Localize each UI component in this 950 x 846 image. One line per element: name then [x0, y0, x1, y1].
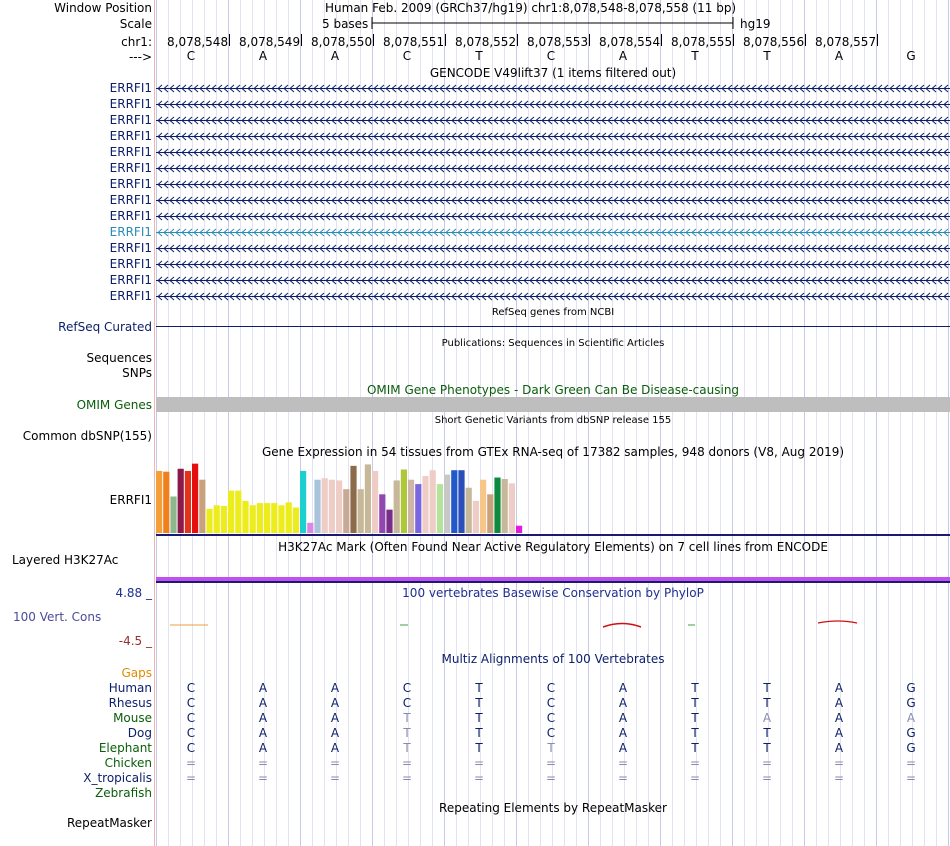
- multiz-aligned-base: A: [618, 741, 628, 755]
- ruler-position-label: 8,078,556: [743, 35, 805, 49]
- gencode-gene-label[interactable]: ERRFI1: [109, 177, 152, 191]
- reference-base: T: [691, 49, 699, 63]
- multiz-aligned-base: T: [763, 741, 771, 755]
- ruler-position-label: 8,078,554: [599, 35, 661, 49]
- multiz-aligned-base: =: [473, 756, 485, 770]
- gtex-tissue-bar[interactable]: [401, 469, 407, 533]
- publications-sequences-label[interactable]: Sequences: [86, 351, 152, 365]
- multiz-aligned-base: T: [475, 696, 483, 710]
- gtex-tissue-bar[interactable]: [408, 480, 414, 533]
- gtex-tissue-bar[interactable]: [502, 479, 508, 533]
- gtex-track-label[interactable]: ERRFI1: [109, 493, 152, 507]
- multiz-track-title[interactable]: Multiz Alignments of 100 Vertebrates: [441, 652, 665, 666]
- multiz-aligned-base: T: [403, 726, 411, 740]
- assembly-position-text[interactable]: Human Feb. 2009 (GRCh37/hg19) chr1:8,078,548-8,078,558 (11 bp): [325, 1, 737, 15]
- multiz-aligned-base: =: [833, 756, 845, 770]
- multiz-aligned-base: G: [906, 696, 916, 710]
- multiz-aligned-base: C: [546, 726, 556, 740]
- gtex-tissue-bar[interactable]: [458, 470, 464, 533]
- gtex-tissue-bar[interactable]: [437, 484, 443, 533]
- gtex-tissue-bar[interactable]: [487, 494, 493, 533]
- multiz-aligned-base: A: [258, 741, 268, 755]
- gtex-tissue-bar[interactable]: [379, 494, 385, 533]
- gtex-tissue-bar[interactable]: [365, 464, 371, 533]
- gtex-tissue-bar[interactable]: [278, 505, 284, 533]
- gencode-gene-label[interactable]: ERRFI1: [109, 129, 152, 143]
- gtex-tissue-bar[interactable]: [170, 497, 176, 534]
- multiz-species-label[interactable]: Zebrafish: [95, 786, 152, 800]
- multiz-aligned-base: C: [402, 681, 412, 695]
- gencode-gene-label[interactable]: ERRFI1: [109, 81, 152, 95]
- gtex-tissue-bar[interactable]: [480, 480, 486, 533]
- multiz-aligned-base: =: [185, 756, 197, 770]
- multiz-aligned-base: =: [905, 756, 917, 770]
- scale-label: Scale: [119, 17, 152, 31]
- multiz-aligned-base: =: [329, 756, 341, 770]
- multiz-aligned-base: =: [185, 771, 197, 785]
- multiz-aligned-base: C: [546, 696, 556, 710]
- reference-base: A: [330, 49, 340, 63]
- multiz-aligned-base: C: [186, 696, 196, 710]
- ruler-position-label: 8,078,555: [671, 35, 733, 49]
- multiz-gaps-label[interactable]: Gaps: [121, 666, 152, 680]
- multiz-aligned-base: C: [186, 741, 196, 755]
- gtex-tissue-bar[interactable]: [178, 469, 184, 533]
- multiz-aligned-base: C: [402, 696, 412, 710]
- gtex-tissue-bar[interactable]: [494, 478, 500, 533]
- gtex-tissue-bar[interactable]: [156, 471, 162, 533]
- gtex-tissue-bar[interactable]: [343, 489, 349, 533]
- multiz-aligned-base: =: [401, 771, 413, 785]
- gtex-tissue-bar[interactable]: [372, 471, 378, 533]
- multiz-aligned-base: A: [330, 726, 340, 740]
- gtex-tissue-bar[interactable]: [250, 505, 256, 533]
- multiz-aligned-base: T: [691, 726, 699, 740]
- multiz-aligned-base: C: [186, 726, 196, 740]
- gtex-tissue-bar[interactable]: [242, 501, 248, 533]
- multiz-aligned-base: A: [906, 711, 916, 725]
- ruler-position-label: 8,078,552: [455, 35, 517, 49]
- gtex-tissue-bar[interactable]: [358, 489, 364, 533]
- chromosome-label: chr1:: [121, 35, 152, 49]
- ruler-position-label: 8,078,549: [239, 35, 301, 49]
- gtex-tissue-bar[interactable]: [199, 480, 205, 533]
- dbsnp-track-title[interactable]: Short Genetic Variants from dbSNP release 155: [434, 415, 672, 426]
- scale-bases-text: 5 bases: [322, 17, 369, 31]
- reference-base: A: [834, 49, 844, 63]
- gtex-tissue-bar[interactable]: [451, 470, 457, 533]
- label-column-divider: [154, 0, 155, 846]
- multiz-aligned-base: T: [475, 711, 483, 725]
- dbsnp-track-label[interactable]: Common dbSNP(155): [22, 429, 152, 443]
- reference-base: A: [618, 49, 628, 63]
- multiz-aligned-base: =: [761, 756, 773, 770]
- multiz-aligned-base: G: [906, 681, 916, 695]
- multiz-species-label[interactable]: Chicken: [104, 756, 152, 770]
- multiz-aligned-base: T: [475, 726, 483, 740]
- multiz-aligned-base: =: [329, 771, 341, 785]
- refseq-track-title[interactable]: RefSeq genes from NCBI: [491, 307, 615, 318]
- reference-base: C: [546, 49, 556, 63]
- multiz-aligned-base: T: [763, 726, 771, 740]
- multiz-aligned-base: =: [689, 756, 701, 770]
- gtex-track-title[interactable]: Gene Expression in 54 tissues from GTEx RNA-seq of 17382 samples, 948 donors (V8, Aug 2019): [261, 445, 845, 459]
- gtex-tissue-bar[interactable]: [163, 472, 169, 533]
- gtex-tissue-bar[interactable]: [264, 503, 270, 533]
- multiz-aligned-base: A: [258, 696, 268, 710]
- gtex-tissue-bar[interactable]: [314, 480, 320, 533]
- multiz-aligned-base: T: [475, 741, 483, 755]
- gtex-tissue-bar[interactable]: [192, 464, 198, 533]
- gtex-tissue-bar[interactable]: [228, 491, 234, 533]
- h3k27ac-track-label[interactable]: Layered H3K27Ac: [12, 553, 119, 567]
- gencode-gene-label[interactable]: ERRFI1: [109, 225, 152, 239]
- refseq-track-label[interactable]: RefSeq Curated: [58, 320, 152, 334]
- multiz-aligned-base: T: [763, 681, 771, 695]
- gtex-tissue-bar[interactable]: [473, 501, 479, 533]
- phylop-signal: [818, 621, 857, 623]
- multiz-aligned-base: A: [258, 681, 268, 695]
- multiz-aligned-base: A: [834, 696, 844, 710]
- multiz-aligned-base: =: [257, 771, 269, 785]
- gencode-gene-label[interactable]: ERRFI1: [109, 257, 152, 271]
- ruler-position-label: 8,078,551: [383, 35, 445, 49]
- gtex-tissue-bar[interactable]: [206, 509, 212, 533]
- multiz-aligned-base: =: [617, 771, 629, 785]
- multiz-aligned-base: A: [330, 681, 340, 695]
- phylop-max-label: 4.88 _: [115, 586, 152, 600]
- multiz-aligned-base: C: [186, 711, 196, 725]
- gencode-gene-label[interactable]: ERRFI1: [109, 289, 152, 303]
- reference-base: T: [475, 49, 483, 63]
- strand-label[interactable]: --->: [128, 50, 152, 64]
- multiz-aligned-base: A: [330, 711, 340, 725]
- repeatmasker-track-label[interactable]: RepeatMasker: [66, 816, 152, 830]
- gtex-tissue-bar[interactable]: [336, 480, 342, 533]
- gtex-tissue-bar[interactable]: [271, 503, 277, 533]
- gtex-tissue-bar[interactable]: [235, 491, 241, 533]
- phylop-track-label[interactable]: 100 Vert. Cons: [13, 610, 102, 624]
- gtex-tissue-bar[interactable]: [322, 478, 328, 533]
- reference-base: C: [186, 49, 196, 63]
- multiz-species-label[interactable]: Rhesus: [108, 696, 152, 710]
- gencode-gene-label[interactable]: ERRFI1: [109, 241, 152, 255]
- multiz-aligned-base: G: [906, 741, 916, 755]
- multiz-aligned-base: A: [834, 741, 844, 755]
- multiz-aligned-base: T: [763, 696, 771, 710]
- multiz-aligned-base: =: [833, 771, 845, 785]
- multiz-species-label[interactable]: Elephant: [98, 741, 152, 755]
- gtex-tissue-bar[interactable]: [293, 507, 299, 533]
- multiz-aligned-base: A: [258, 726, 268, 740]
- multiz-species-label[interactable]: Mouse: [113, 711, 152, 725]
- multiz-aligned-base: C: [546, 711, 556, 725]
- publications-track-title[interactable]: Publications: Sequences in Scientific Articles: [441, 338, 665, 349]
- gtex-tissue-bar[interactable]: [394, 480, 400, 533]
- multiz-aligned-base: A: [618, 711, 628, 725]
- multiz-aligned-base: A: [330, 741, 340, 755]
- multiz-aligned-base: T: [403, 741, 411, 755]
- multiz-aligned-base: =: [761, 771, 773, 785]
- multiz-aligned-base: T: [403, 711, 411, 725]
- h3k27ac-track-title[interactable]: H3K27Ac Mark (Often Found Near Active Regulatory Elements) on 7 cell lines from ENCODE: [278, 540, 828, 554]
- gtex-tissue-bar[interactable]: [257, 503, 263, 533]
- gtex-tissue-bar[interactable]: [466, 488, 472, 533]
- gencode-gene-label[interactable]: ERRFI1: [109, 161, 152, 175]
- gencode-gene-label[interactable]: ERRFI1: [109, 209, 152, 223]
- ruler-position-label: 8,078,550: [311, 35, 373, 49]
- gencode-gene-label[interactable]: ERRFI1: [109, 145, 152, 159]
- multiz-aligned-base: A: [762, 711, 772, 725]
- gtex-tissue-bar[interactable]: [221, 506, 227, 533]
- phylop-signal: [603, 624, 641, 628]
- multiz-aligned-base: C: [186, 681, 196, 695]
- multiz-aligned-base: =: [905, 771, 917, 785]
- multiz-species-label[interactable]: Dog: [127, 726, 152, 740]
- publications-snps-label[interactable]: SNPs: [122, 366, 152, 380]
- gtex-tissue-bar[interactable]: [509, 483, 515, 533]
- h3k27ac-signal[interactable]: [156, 577, 950, 581]
- reference-base: G: [906, 49, 916, 63]
- gencode-gene-label[interactable]: ERRFI1: [109, 113, 152, 127]
- gtex-tissue-bar[interactable]: [329, 480, 335, 533]
- scale-assembly-text: hg19: [740, 17, 771, 31]
- gencode-gene-label[interactable]: ERRFI1: [109, 273, 152, 287]
- gtex-tissue-bar[interactable]: [307, 523, 313, 533]
- multiz-species-label[interactable]: X_tropicalis: [83, 771, 152, 785]
- gtex-tissue-bar[interactable]: [214, 505, 220, 533]
- multiz-aligned-base: A: [834, 681, 844, 695]
- multiz-aligned-base: A: [330, 696, 340, 710]
- gtex-tissue-bar[interactable]: [300, 471, 306, 533]
- ruler-position-label: 8,078,553: [527, 35, 589, 49]
- gtex-tissue-bar[interactable]: [286, 502, 292, 533]
- gtex-tissue-bar[interactable]: [422, 476, 428, 533]
- omim-track-title[interactable]: OMIM Gene Phenotypes - Dark Green Can Be Disease-causing: [366, 383, 740, 397]
- reference-base: T: [763, 49, 771, 63]
- multiz-aligned-base: T: [691, 741, 699, 755]
- multiz-aligned-base: T: [475, 681, 483, 695]
- gencode-gene-label[interactable]: ERRFI1: [109, 193, 152, 207]
- gtex-tissue-bar[interactable]: [430, 470, 436, 533]
- omim-track-label[interactable]: OMIM Genes: [76, 398, 152, 412]
- multiz-aligned-base: G: [906, 726, 916, 740]
- multiz-aligned-base: A: [618, 726, 628, 740]
- phylop-min-label: -4.5 _: [118, 634, 152, 648]
- ruler-position-label: 8,078,557: [815, 35, 877, 49]
- multiz-aligned-base: C: [546, 681, 556, 695]
- multiz-aligned-base: =: [473, 771, 485, 785]
- multiz-aligned-base: T: [691, 681, 699, 695]
- ruler-position-label: 8,078,548: [167, 35, 229, 49]
- multiz-aligned-base: A: [834, 711, 844, 725]
- multiz-aligned-base: A: [618, 681, 628, 695]
- multiz-aligned-base: T: [547, 741, 555, 755]
- gtex-tissue-bar[interactable]: [386, 510, 392, 533]
- gtex-tissue-bar[interactable]: [415, 484, 421, 533]
- multiz-aligned-base: T: [691, 711, 699, 725]
- multiz-aligned-base: =: [689, 771, 701, 785]
- multiz-species-label[interactable]: Human: [108, 681, 152, 695]
- gtex-tissue-bar[interactable]: [185, 471, 191, 533]
- reference-base: C: [402, 49, 412, 63]
- gtex-tissue-bar[interactable]: [516, 526, 522, 533]
- multiz-aligned-base: A: [834, 726, 844, 740]
- multiz-aligned-base: T: [691, 696, 699, 710]
- gtex-tissue-bar[interactable]: [350, 466, 356, 533]
- gencode-track-title[interactable]: GENCODE V49lift37 (1 items filtered out): [429, 66, 677, 80]
- repeatmasker-track-title[interactable]: Repeating Elements by RepeatMasker: [439, 801, 667, 815]
- multiz-aligned-base: =: [545, 756, 557, 770]
- multiz-aligned-base: =: [617, 756, 629, 770]
- gtex-tissue-bar[interactable]: [444, 475, 450, 533]
- multiz-aligned-base: =: [401, 756, 413, 770]
- window-position-label: Window Position: [54, 1, 152, 15]
- omim-gene-bar[interactable]: [156, 397, 950, 412]
- reference-base: A: [258, 49, 268, 63]
- multiz-aligned-base: =: [257, 756, 269, 770]
- multiz-aligned-base: =: [545, 771, 557, 785]
- multiz-aligned-base: A: [618, 696, 628, 710]
- gencode-gene-label[interactable]: ERRFI1: [109, 97, 152, 111]
- multiz-aligned-base: A: [258, 711, 268, 725]
- phylop-track-title[interactable]: 100 vertebrates Basewise Conservation by PhyloP: [402, 586, 704, 600]
